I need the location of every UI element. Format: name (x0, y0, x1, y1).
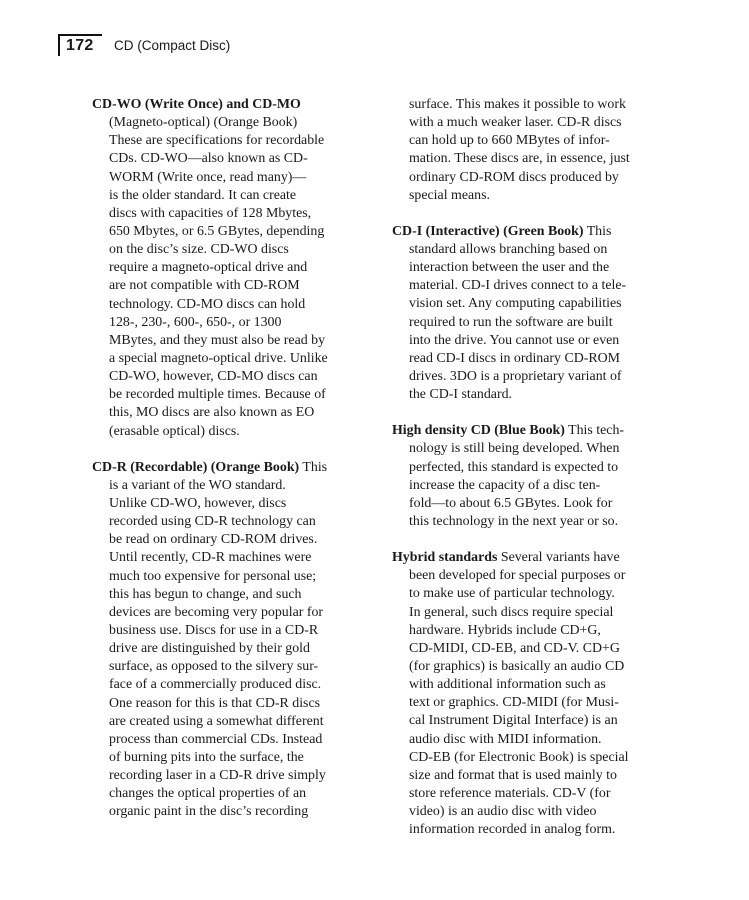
entry-term: Hybrid standards (392, 550, 498, 566)
glossary-entry (392, 96, 650, 205)
entry-line: can hold up to 660 MBytes of infor- (409, 133, 610, 149)
entry-term: CD-I (Interactive) (Green Book) (392, 223, 584, 239)
entry-line: CD-WO, however, CD-MO discs can (109, 369, 318, 385)
entry-line: of burning pits into the surface, the (109, 749, 304, 765)
glossary-entry (92, 459, 352, 822)
page-number: 172 (66, 37, 94, 54)
entry-line: required to run the software are built (409, 314, 613, 330)
entry-line: ordinary CD-ROM discs produced by (409, 169, 619, 185)
glossary-entry (392, 549, 650, 839)
entry-first-line (92, 96, 352, 114)
entry-line: special means. (409, 187, 490, 203)
header-rule-horizontal (58, 34, 102, 36)
entry-first-line (392, 223, 650, 241)
entry-line: vision set. Any computing capabilities (409, 296, 622, 312)
entry-line: WORM (Write once, read many)— (109, 169, 307, 185)
entry-line: face of a commercially produced disc. (109, 677, 322, 693)
entry-line: with a much weaker laser. CD-R discs (409, 115, 622, 131)
entry-line: 128-, 230-, 600-, 650-, or 1300 (109, 314, 282, 330)
entry-term: CD-WO (Write Once) and CD-MO (92, 97, 301, 112)
entry-line: this technology in the next year or so. (409, 513, 619, 529)
entry-line: hardware. Hybrids include CD+G, (409, 622, 601, 638)
entry-line: One reason for this is that CD-R discs (109, 695, 321, 711)
entry-line: technology. CD-MO discs can hold (109, 296, 306, 312)
entry-line: MBytes, and they must also be read by (109, 332, 326, 348)
entry-line: (erasable optical) discs. (109, 423, 240, 439)
entry-line: mation. These discs are, in essence, just (409, 151, 630, 167)
entry-first-line-text: This (299, 459, 328, 475)
entry-first-line-text: This (583, 223, 612, 239)
entry-line: a special magneto-optical drive. Unlike (109, 350, 328, 366)
glossary-entry (92, 96, 352, 441)
running-title: CD (Compact Disc) (114, 38, 231, 53)
entry-line: CDs. CD-WO—also known as CD- (109, 151, 308, 167)
right-column (392, 96, 650, 857)
entry-line: increase the capacity of a disc ten- (409, 477, 601, 493)
entry-line: organic paint in the disc’s recording (109, 804, 309, 820)
entry-line: CD-EB (for Electronic Book) is special (409, 749, 629, 765)
entry-line: drive are distinguished by their gold (109, 641, 310, 657)
entry-line: cal Instrument Digital Interface) is an (409, 713, 618, 729)
entry-line: this, MO discs are also known as EO (109, 405, 315, 421)
left-column (92, 96, 352, 839)
entry-first-line-text: Several variants have (497, 550, 620, 566)
entry-line: 650 Mbytes, or 6.5 GBytes, depending (109, 223, 325, 239)
entry-line: is a variant of the WO standard. (109, 477, 286, 493)
entry-line: recorded using CD-R technology can (109, 514, 316, 530)
header-rule-vertical (58, 34, 60, 56)
entry-line: In general, such discs require special (409, 604, 614, 620)
entry-line: require a magneto-optical drive and (109, 260, 308, 276)
entry-line: this has begun to change, and such (109, 586, 302, 602)
entry-line: are created using a somewhat different (109, 713, 324, 729)
entry-line: be read on ordinary CD-ROM drives. (109, 532, 318, 548)
entry-line: on the disc’s size. CD-WO discs (109, 242, 289, 258)
entry-line: store reference materials. CD-V (for (409, 785, 611, 801)
entry-line: fold—to about 6.5 GBytes. Look for (409, 495, 613, 511)
entry-line: drives. 3DO is a proprietary variant of (409, 368, 622, 384)
glossary-entry (392, 223, 650, 404)
entry-line: size and format that is used mainly to (409, 767, 617, 783)
entry-line: interaction between the user and the (409, 260, 610, 276)
entry-line: are not compatible with CD-ROM (109, 278, 300, 294)
entry-line: information recorded in analog form. (409, 822, 616, 838)
entry-line: surface, as opposed to the silvery sur- (109, 659, 319, 675)
entry-line: (for graphics) is basically an audio CD (409, 658, 625, 674)
entry-line: video) is an audio disc with video (409, 804, 597, 820)
entry-line: standard allows branching based on (409, 241, 608, 257)
entry-line: to make use of particular technology. (409, 586, 615, 602)
entry-line: audio disc with MIDI information. (409, 731, 602, 747)
entry-line: nology is still being developed. When (409, 441, 620, 457)
running-header (58, 34, 698, 58)
glossary-entry (392, 422, 650, 531)
entry-first-line (392, 549, 650, 567)
entry-term: High density CD (Blue Book) (392, 423, 565, 439)
entry-line: been developed for special purposes or (409, 568, 626, 584)
entry-line: surface. This makes it possible to work (409, 97, 626, 112)
entry-line: business use. Discs for use in a CD-R (109, 622, 319, 638)
entry-line: material. CD-I drives connect to a tele- (409, 278, 627, 294)
entry-line: read CD-I discs in ordinary CD-ROM (409, 350, 621, 366)
entry-line: CD-MIDI, CD-EB, and CD-V. CD+G (409, 640, 620, 656)
entry-line: devices are becoming very popular for (109, 604, 324, 620)
entry-line: changes the optical properties of an (109, 786, 307, 802)
entry-first-line (392, 422, 650, 440)
entry-line: (Magneto-optical) (Orange Book) (109, 115, 298, 131)
entry-line: much too expensive for personal use; (109, 568, 317, 584)
entry-line: These are specifications for recordable (109, 133, 325, 149)
entry-line: perfected, this standard is expected to (409, 459, 619, 475)
entry-line: Unlike CD-WO, however, discs (109, 495, 287, 511)
entry-line: the CD-I standard. (409, 387, 512, 403)
entry-line: text or graphics. CD-MIDI (for Musi- (409, 695, 619, 711)
entry-first-line (92, 459, 352, 477)
entry-line: discs with capacities of 128 Mbytes, (109, 205, 312, 221)
entry-line: into the drive. You cannot use or even (409, 332, 620, 348)
entry-line: Until recently, CD-R machines were (109, 550, 312, 566)
entry-line: is the older standard. It can create (109, 187, 297, 203)
entry-line: recording laser in a CD-R drive simply (109, 768, 326, 784)
entry-line: with additional information such as (409, 677, 606, 693)
entry-term: CD-R (Recordable) (Orange Book) (92, 459, 300, 475)
entry-line: be recorded multiple times. Because of (109, 387, 326, 403)
entry-first-line-text: This tech- (564, 423, 625, 439)
entry-line: process than commercial CDs. Instead (109, 731, 323, 747)
